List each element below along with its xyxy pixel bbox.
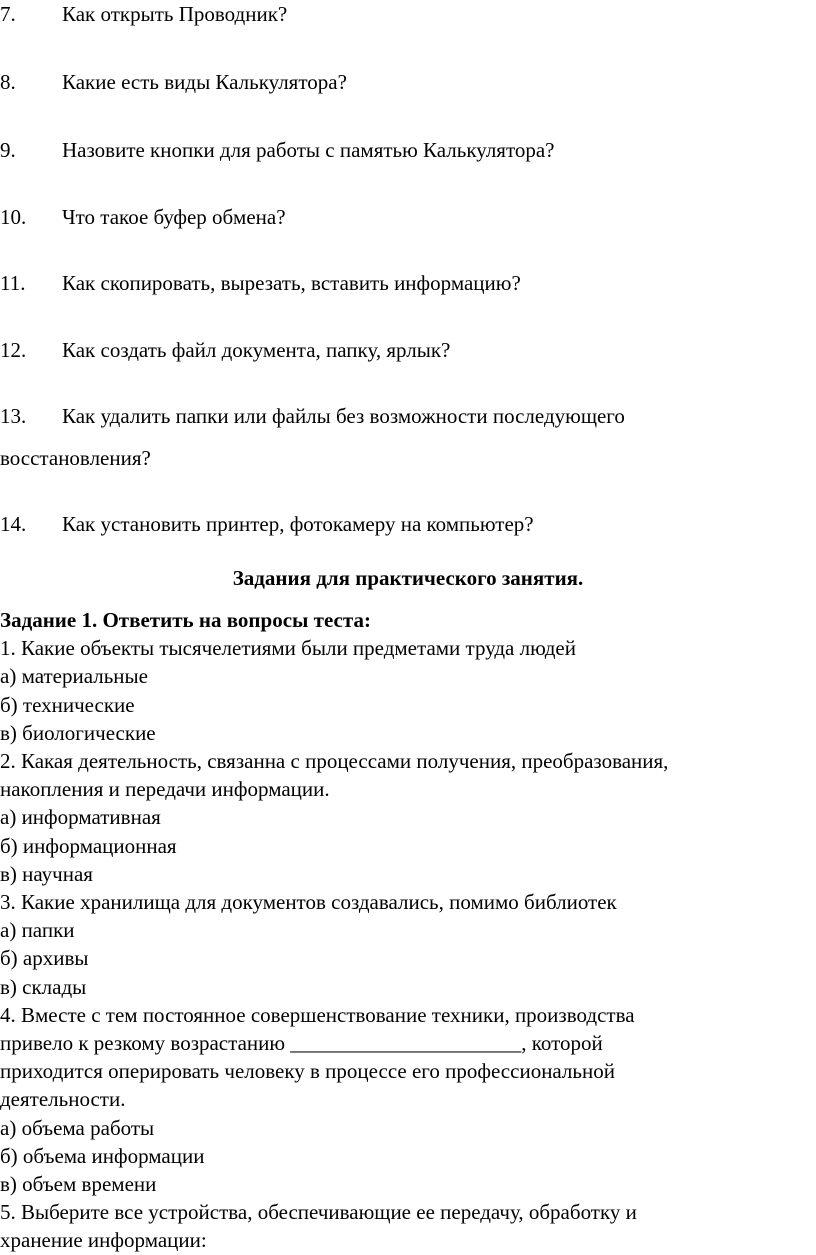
question-7: [0, 2, 800, 26]
question-text: Как создать файл документа, папку, ярлык?: [62, 338, 451, 362]
question-text: Какие есть виды Калькулятора?: [62, 70, 347, 94]
question-8: [0, 70, 800, 94]
question-11: [0, 271, 800, 295]
question-number: 12.: [0, 338, 27, 362]
question-14: [0, 512, 800, 536]
task-line: 5. Выберите все устройства, обеспечивающие ее передачу, обработку и: [0, 1200, 637, 1225]
question-number: 8.: [0, 70, 16, 94]
question-text: Как скопировать, вырезать, вставить информацию?: [62, 271, 521, 295]
question-number: 14.: [0, 512, 27, 536]
question-number: 11.: [0, 271, 26, 295]
task-line: 2. Какая деятельность, связанна с процессами получения, преобразования,: [0, 749, 669, 774]
question-text: Что такое буфер обмена?: [62, 205, 286, 229]
task-line: б) информационная: [0, 833, 177, 858]
task-line: в) биологические: [0, 720, 156, 745]
task-line: в) научная: [0, 861, 93, 886]
question-number: 10.: [0, 205, 27, 229]
task-heading: Задание 1. Ответить на вопросы теста:: [0, 608, 371, 632]
task-line: хранение информации:: [0, 1228, 207, 1253]
task-line: деятельности.: [0, 1087, 126, 1112]
question-text: Как установить принтер, фотокамеру на компьютер?: [62, 512, 534, 536]
question-13: [0, 404, 800, 428]
task-line: а) объема работы: [0, 1115, 155, 1140]
question-10: [0, 205, 800, 229]
question-text: Как открыть Проводник?: [62, 2, 288, 26]
task-block: [0, 606, 800, 1255]
task-line: а) информативная: [0, 805, 161, 830]
task-line: а) материальные: [0, 664, 148, 689]
task-line: в) склады: [0, 974, 87, 999]
question-number: 13.: [0, 404, 27, 428]
question-number: 9.: [0, 138, 16, 162]
section-title: Задания для практического занятия.: [232, 566, 584, 590]
task-line: привело к резкому возрастанию ______________________, которой: [0, 1031, 603, 1056]
task-line: б) архивы: [0, 946, 89, 971]
question-9: [0, 138, 800, 162]
question-text: Назовите кнопки для работы с памятью Калькулятора?: [62, 138, 555, 162]
question-text: Как удалить папки или файлы без возможности последующего: [62, 404, 625, 428]
task-line: а) папки: [0, 918, 75, 943]
task-line: приходится оперировать человеку в процессе его профессиональной: [0, 1059, 615, 1084]
question-13-continuation: восстановления?: [0, 446, 151, 470]
task-line: 4. Вместе с тем постоянное совершенствование техники, производства: [0, 1002, 635, 1027]
task-line: в) объем времени: [0, 1172, 157, 1197]
task-line: накопления и передачи информации.: [0, 777, 330, 802]
task-line: 1. Какие объекты тысячелетиями были предметами труда людей: [0, 636, 576, 661]
task-line: 3. Какие хранилища для документов создавались, помимо библиотек: [0, 890, 617, 915]
question-number: 7.: [0, 2, 16, 26]
task-line: б) объема информации: [0, 1143, 205, 1168]
task-line: б) технические: [0, 692, 135, 717]
question-12: [0, 338, 800, 362]
